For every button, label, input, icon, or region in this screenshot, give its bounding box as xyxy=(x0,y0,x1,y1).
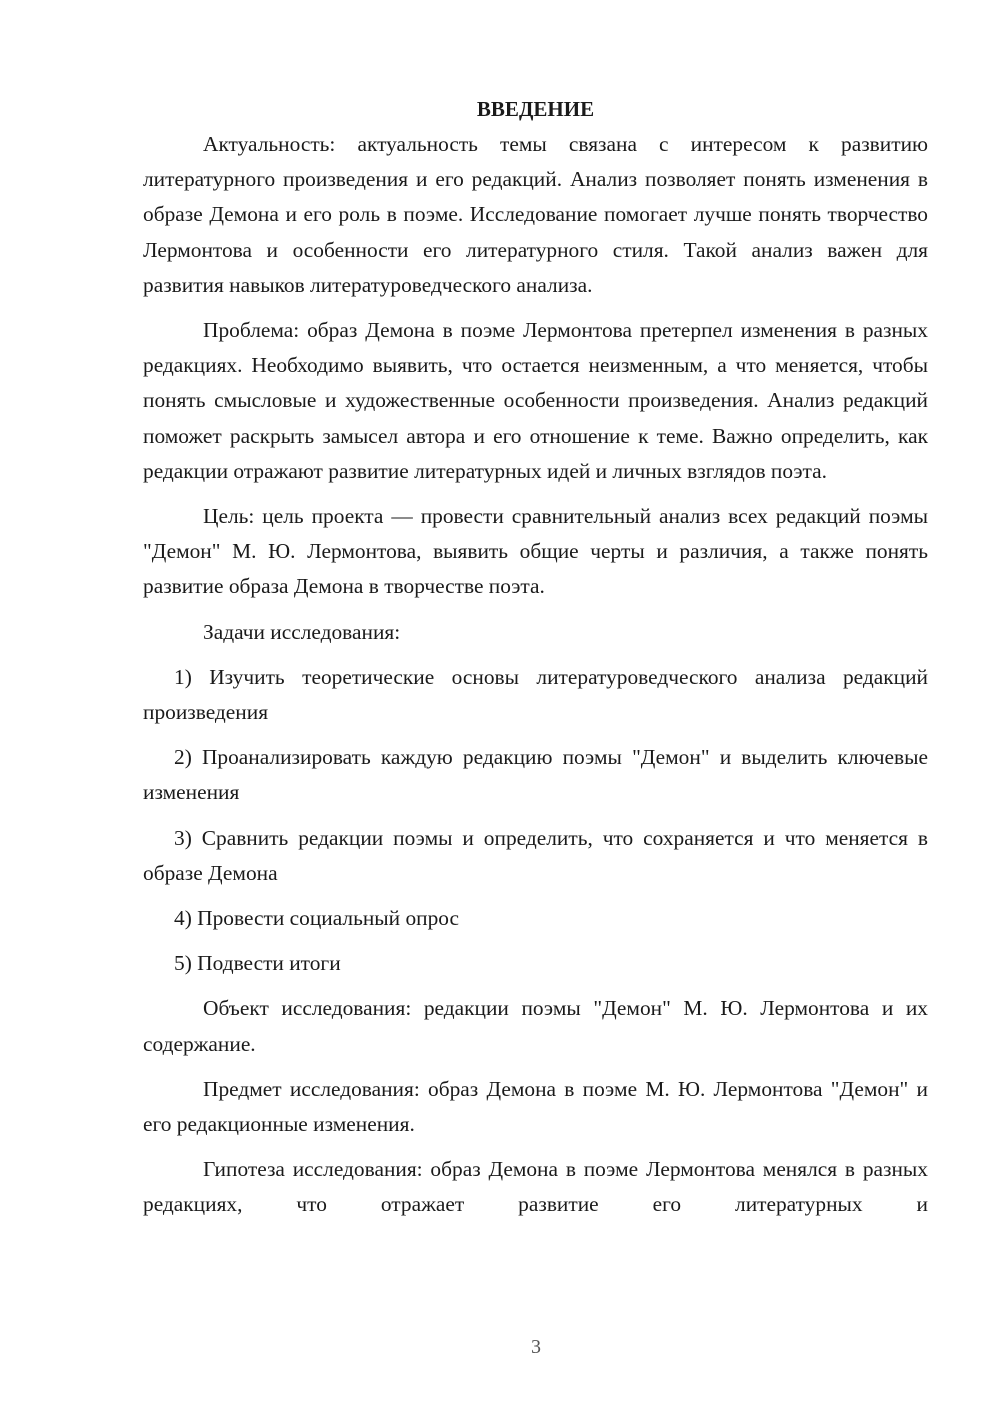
paragraph-subject: Предмет исследования: образ Демона в поэме М. Ю. Лермонтова "Демон" и его редакционные изменения. xyxy=(143,1076,928,1137)
tasks-heading: Задачи исследования: xyxy=(203,619,401,644)
paragraph-hypothesis: Гипотеза исследования: образ Демона в поэме Лермонтова менялся в разных редакциях, что отражает развитие его литературных и xyxy=(143,1157,928,1217)
task-item-2: 2) Проанализировать каждую редакцию поэмы "Демон" и выделить ключевые изменения xyxy=(143,745,928,805)
section-title: ВВЕДЕНИЕ xyxy=(476,97,595,121)
task-item-1: 1) Изучить теоретические основы литературоведческого анализа редакций произведения xyxy=(143,664,928,725)
task-item-4: 4) Провести социальный опрос xyxy=(174,906,460,931)
document-page xyxy=(143,92,928,1223)
paragraph-problem: Проблема: образ Демона в поэме Лермонтова претерпел изменения в разных редакциях. Необходимо выявить, что остается неизменным, а что меняется, чтобы понять смысловые и художественные особенности произведения. Анализ редакций поможет раскрыть замысел автора и его отношение к теме. Важно определить, как редакции отражают развитие литературных идей и личных взглядов поэта. xyxy=(143,318,928,483)
task-item-3: 3) Сравнить редакции поэмы и определить, что сохраняется и что меняется в образе Демона xyxy=(143,825,928,885)
paragraph-goal: Цель: цель проекта — провести сравнительный анализ всех редакций поэмы "Демон" М. Ю. Лермонтова, выявить общие черты и различия, а также понять развитие образа Демона в творчестве поэта. xyxy=(143,504,928,599)
page-number: 3 xyxy=(531,1336,541,1358)
task-item-5: 5) Подвести итоги xyxy=(174,951,341,976)
paragraph-relevance: Актуальность: актуальность темы связана с интересом к развитию литературного произведения и его редакций. Анализ позволяет понять изменения в образе Демона и его роль в поэме. Исследование помогает лучше понять творчество Лермонтова и особенности его литературного стиля. Такой анализ важен для развития навыков литературоведческого анализа. xyxy=(143,132,928,297)
paragraph-object: Объект исследования: редакции поэмы "Демон" М. Ю. Лермонтова и их содержание. xyxy=(143,996,928,1056)
